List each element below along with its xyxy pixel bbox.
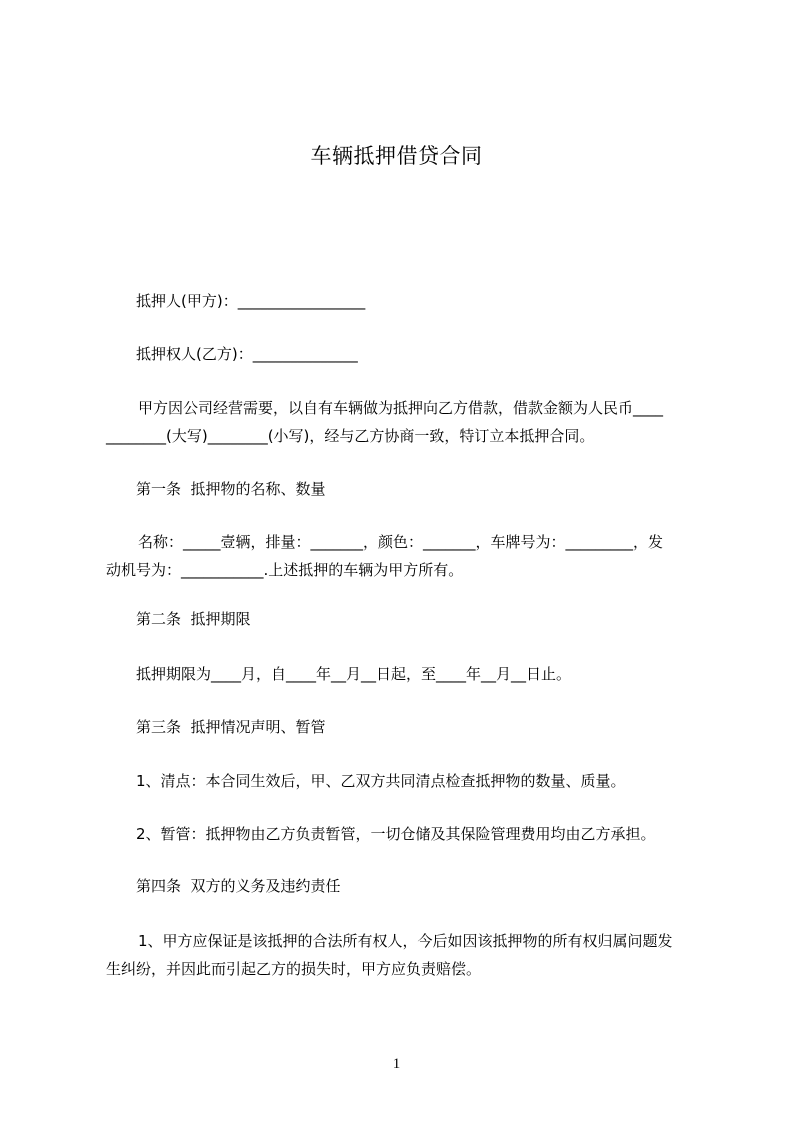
document-title: 车辆抵押借贷合同	[310, 144, 483, 168]
mortgagor-line: 抵押人(甲方)：_________________	[136, 292, 366, 310]
intro-line-1: 甲方因公司经营需要，以自有车辆做为抵押向乙方借款，借款金额为人民币____	[138, 399, 664, 417]
article2-text: 抵押期限为____月，自____年__月__日起，至____年__月__日止。	[136, 665, 572, 683]
article4-heading: 第四条 双方的义务及违约责任	[136, 877, 341, 895]
article3-item-2: 2、暂管：抵押物由乙方负责暂管，一切仓储及其保险管理费用均由乙方承担。	[136, 825, 656, 843]
article1-line-1: 名称：_____壹辆，排量：_______，颜色：_______，车牌号为：_________，发	[138, 533, 664, 551]
article2-heading: 第二条 抵押期限	[136, 610, 251, 628]
article4-item-1-line-1: 1、甲方应保证是该抵押的合法所有权人，今后如因该抵押物的所有权归属问题发	[138, 932, 673, 950]
page-number: 1	[392, 1056, 401, 1072]
article1-heading: 第一条 抵押物的名称、数量	[136, 480, 326, 498]
article1-line-2: 动机号为：___________.上述抵押的车辆为甲方所有。	[106, 561, 464, 579]
article4-item-1-line-2: 生纠纷，并因此而引起乙方的损失时，甲方应负责赔偿。	[106, 960, 482, 978]
article3-heading: 第三条 抵押情况声明、暂管	[136, 718, 326, 736]
intro-line-2: ________(大写)________(小写)，经与乙方协商一致，特订立本抵押合同。	[106, 427, 595, 445]
mortgagee-line: 抵押权人(乙方)：______________	[136, 345, 358, 363]
article3-item-1: 1、清点：本合同生效后，甲、乙双方共同清点检查抵押物的数量、质量。	[136, 772, 626, 790]
